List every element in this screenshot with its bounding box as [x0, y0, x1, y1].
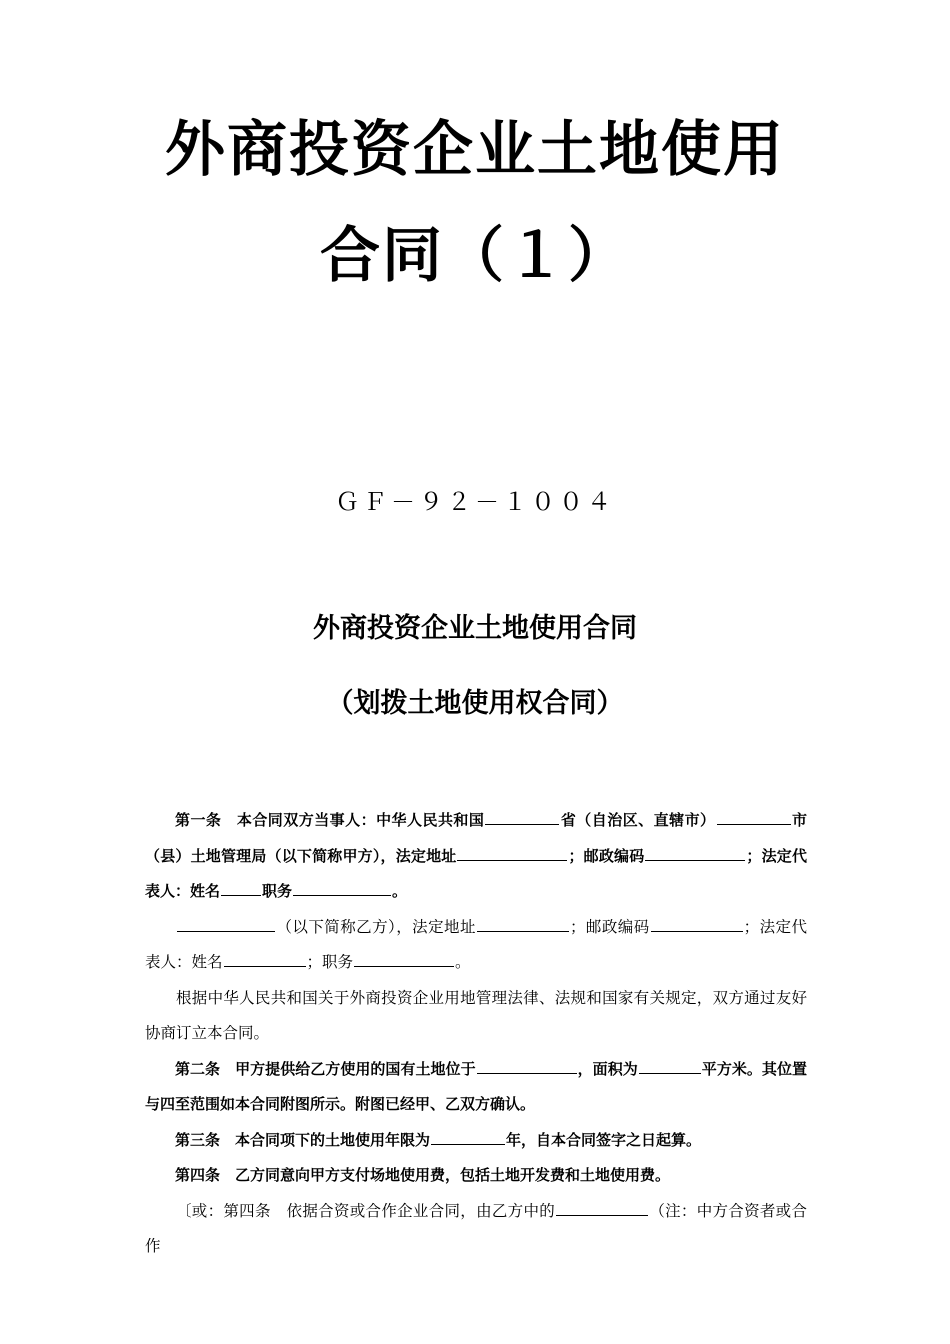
party-b-paragraph [145, 910, 807, 981]
clause-text: ；法定代表人：姓名 [145, 846, 807, 900]
clause-text: ；法定代表人：姓名 [145, 917, 807, 971]
clause-1 [145, 803, 807, 910]
clause-text: 。 [392, 882, 408, 900]
clause-text: 市（县）土地管理局（以下简称甲方），法定地址 [145, 811, 807, 865]
document-code: ＧＦ－９２－１００４ [335, 488, 615, 516]
blank-field [293, 880, 391, 896]
contract-subtitle: 外商投资企业土地使用合同 [313, 613, 637, 644]
document-title-line1: 外商投资企业土地使用 [165, 115, 785, 185]
clause-text: ；邮政编码 [569, 917, 650, 936]
blank-field [651, 915, 743, 932]
clause-text: 省（自治区、直辖市） [560, 811, 716, 829]
clause-text: （注：中方合资者或合作 [145, 1201, 807, 1255]
blank-field [354, 951, 454, 968]
clause-text: 第二条 甲方提供给乙方使用的国有土地位于 [175, 1059, 476, 1078]
blank-field [485, 809, 559, 825]
contract-body [145, 803, 807, 1265]
contract-subtitle-note: （划拨土地使用权合同） [326, 688, 624, 719]
blank-field [177, 915, 275, 932]
clause-text: ；邮政编码 [568, 846, 645, 865]
clause-text: ，面积为 [577, 1059, 638, 1078]
clause-2 [145, 1052, 807, 1123]
blank-field [639, 1058, 701, 1074]
blank-field [431, 1129, 505, 1145]
document-title-line2: 合同（１） [320, 221, 630, 291]
blank-field [477, 915, 569, 932]
clause-text: 年，自本合同签字之日起算。 [506, 1130, 702, 1149]
blank-field [645, 845, 745, 861]
clause-4-alternative [145, 1194, 807, 1265]
clause-text: 职务 [262, 882, 293, 900]
clause-text: 平方米。其位置与四至范围如本合同附图所示。附图已经甲、乙双方确认。 [145, 1059, 807, 1113]
blank-field [717, 809, 791, 825]
clause-4: 第四条 乙方同意向甲方支付场地使用费，包括土地开发费和土地使用费。 [175, 1166, 671, 1184]
blank-field [556, 1199, 648, 1216]
preamble-paragraph: 根据中华人民共和国关于外商投资企业用地管理法律、法规和国家有关规定，双方通过友好协商订立本合同。 [145, 988, 807, 1042]
blank-field [457, 845, 567, 861]
clause-3 [145, 1123, 807, 1159]
blank-field [221, 880, 261, 896]
clause-text: 〔或：第四条 依据合资或合作企业合同，由乙方中的 [176, 1201, 556, 1220]
clause-text: 第一条 本合同双方当事人：中华人民共和国 [175, 811, 485, 829]
blank-field [477, 1058, 577, 1074]
clause-text: 第三条 本合同项下的土地使用年限为 [175, 1130, 431, 1149]
clause-text: （以下简称乙方），法定地址 [276, 917, 476, 936]
blank-field [224, 951, 306, 968]
clause-text: 。 [455, 953, 471, 971]
clause-text: ；职务 [306, 953, 354, 971]
